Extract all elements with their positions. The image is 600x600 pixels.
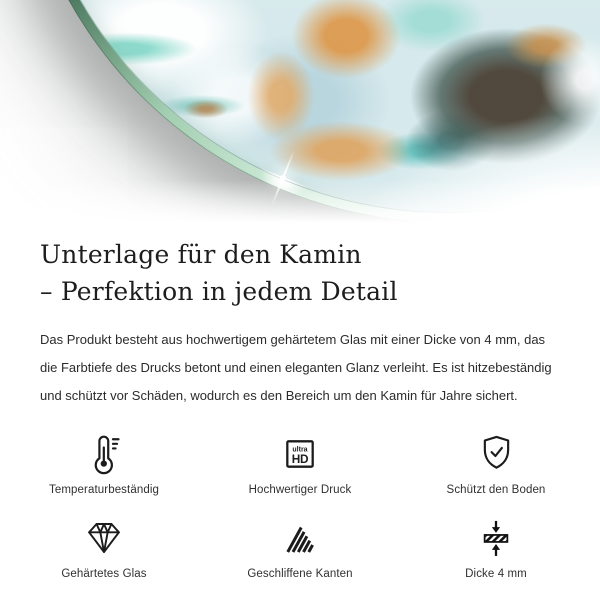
feature-item-thickness <box>398 515 594 580</box>
feature-item-temperature <box>6 431 202 496</box>
polished-edges-icon <box>279 515 321 559</box>
thermometer-icon <box>82 431 126 475</box>
svg-text:ultra: ultra <box>292 446 308 454</box>
feature-label: Temperaturbeständig <box>49 484 159 496</box>
feature-item-floor-protection <box>398 431 594 496</box>
feature-label: Dicke 4 mm <box>465 568 527 580</box>
thickness-icon <box>475 515 517 559</box>
feature-label: Hochwertiger Druck <box>248 484 352 496</box>
product-hero-image <box>0 0 600 225</box>
diamond-icon <box>83 515 125 559</box>
feature-item-print <box>202 431 398 496</box>
feature-label: Geschliffene Kanten <box>247 568 353 580</box>
ultra-hd-icon <box>279 431 321 475</box>
feature-item-tempered-glass <box>6 515 202 580</box>
svg-text:HD: HD <box>291 451 309 466</box>
feature-grid <box>0 431 600 580</box>
product-description: Das Produkt besteht aus hochwertigem gehärtetem Glas mit einer Dicke von 4 mm, das die Farbtiefe des Drucks betont und einen eleganten Glanz verleiht. Es ist hitzebeständig und schützt vor Schäden, wodurch es den Bereich um den Kamin für Jahre sichert. <box>40 332 552 403</box>
feature-item-polished-edges <box>202 515 398 580</box>
feature-label: Schützt den Boden <box>446 484 546 496</box>
page-title-line1: Unterlage für den Kamin <box>40 240 362 269</box>
page-title <box>40 236 560 310</box>
feature-label: Gehärtetes Glas <box>61 568 147 580</box>
page-title-line2: – Perfektion in jedem Detail <box>40 277 398 306</box>
shield-check-icon <box>475 431 518 475</box>
